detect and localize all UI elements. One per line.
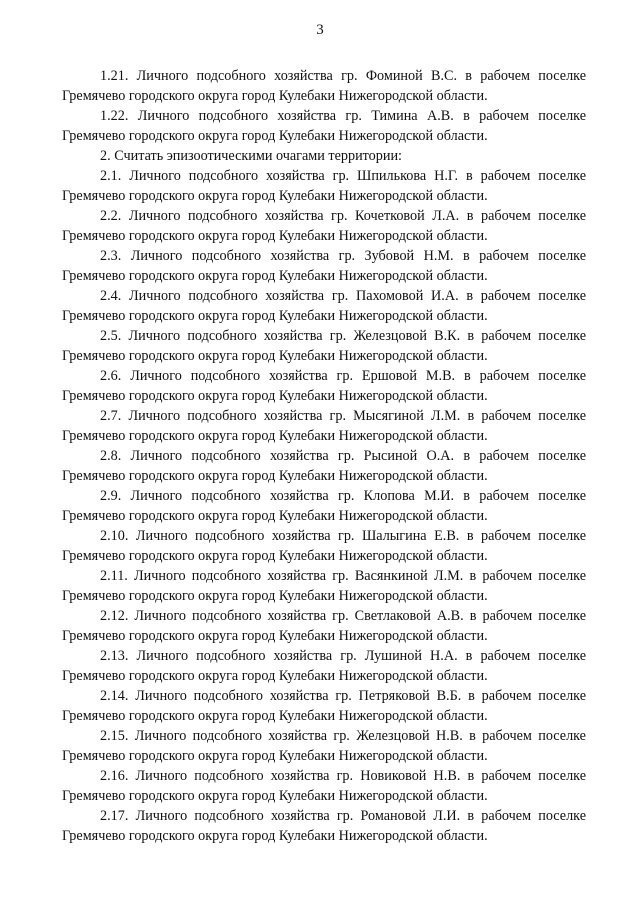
list-item-line-1: 2.7. Личного подсобного хозяйства гр. Мысягиной Л.М. в рабочем поселке — [100, 408, 586, 424]
page-number: 3 — [316, 22, 324, 38]
list-item-2-10 — [62, 526, 586, 566]
list-item-2-1 — [62, 166, 586, 206]
list-item-line-2: Гремячево городского округа город Кулебаки Нижегородской области. — [62, 428, 488, 444]
list-item-line-1: 2.9. Личного подсобного хозяйства гр. Клопова М.И. в рабочем поселке — [100, 488, 586, 504]
list-item-2-2 — [62, 206, 586, 246]
list-item-line-1: 1.21. Личного подсобного хозяйства гр. Фоминой В.С. в рабочем поселке — [100, 68, 586, 84]
list-item-1-21 — [62, 66, 586, 106]
list-item-line-1: 2.3. Личного подсобного хозяйства гр. Зубовой Н.М. в рабочем поселке — [100, 248, 586, 264]
list-item-2-14 — [62, 686, 586, 726]
list-item-line-1: 2.1. Личного подсобного хозяйства гр. Шпилькова Н.Г. в рабочем поселке — [100, 168, 586, 184]
list-item-line-2: Гремячево городского округа город Кулебаки Нижегородской области. — [62, 268, 488, 284]
list-item-2-5 — [62, 326, 586, 366]
list-item-line-2: Гремячево городского округа город Кулебаки Нижегородской области. — [62, 828, 488, 844]
list-item-line-2: Гремячево городского округа город Кулебаки Нижегородской области. — [62, 228, 488, 244]
list-item-line-2: Гремячево городского округа город Кулебаки Нижегородской области. — [62, 788, 488, 804]
list-item-line-1: 2.8. Личного подсобного хозяйства гр. Рысиной О.А. в рабочем поселке — [100, 448, 586, 464]
list-item-2-17 — [62, 806, 586, 846]
section-2-heading: 2. Считать эпизоотическими очагами территории: — [100, 148, 402, 164]
list-item-line-1: 2.4. Личного подсобного хозяйства гр. Пахомовой И.А. в рабочем поселке — [100, 288, 586, 304]
list-item-line-2: Гремячево городского округа город Кулебаки Нижегородской области. — [62, 468, 488, 484]
list-item-line-1: 2.14. Личного подсобного хозяйства гр. Петряковой В.Б. в рабочем поселке — [100, 688, 586, 704]
list-item-line-1: 2.15. Личного подсобного хозяйства гр. Железцовой Н.В. в рабочем поселке — [100, 728, 586, 744]
list-item-line-1: 2.10. Личного подсобного хозяйства гр. Шалыгина Е.В. в рабочем поселке — [100, 528, 586, 544]
list-item-line-2: Гремячево городского округа город Кулебаки Нижегородской области. — [62, 668, 488, 684]
list-item-2-13 — [62, 646, 586, 686]
list-item-line-2: Гремячево городского округа город Кулебаки Нижегородской области. — [62, 508, 488, 524]
list-item-2-3 — [62, 246, 586, 286]
list-item-line-2: Гремячево городского округа город Кулебаки Нижегородской области. — [62, 128, 488, 144]
list-item-line-2: Гремячево городского округа город Кулебаки Нижегородской области. — [62, 708, 488, 724]
list-item-line-2: Гремячево городского округа город Кулебаки Нижегородской области. — [62, 308, 488, 324]
list-item-line-2: Гремячево городского округа город Кулебаки Нижегородской области. — [62, 588, 488, 604]
list-item-2-9 — [62, 486, 586, 526]
list-item-line-2: Гремячево городского округа город Кулебаки Нижегородской области. — [62, 748, 488, 764]
list-item-line-1: 1.22. Личного подсобного хозяйства гр. Тимина А.В. в рабочем поселке — [100, 108, 586, 124]
list-item-1-22 — [62, 106, 586, 146]
list-item-line-1: 2.13. Личного подсобного хозяйства гр. Лушиной Н.А. в рабочем поселке — [100, 648, 586, 664]
list-item-2-6 — [62, 366, 586, 406]
list-item-line-1: 2.12. Личного подсобного хозяйства гр. Светлаковой А.В. в рабочем поселке — [100, 608, 586, 624]
list-item-line-2: Гремячево городского округа город Кулебаки Нижегородской области. — [62, 388, 488, 404]
list-item-line-1: 2.6. Личного подсобного хозяйства гр. Ершовой М.В. в рабочем поселке — [100, 368, 586, 384]
list-item-line-2: Гремячево городского округа город Кулебаки Нижегородской области. — [62, 628, 488, 644]
list-item-line-2: Гремячево городского округа город Кулебаки Нижегородской области. — [62, 88, 488, 104]
list-item-line-2: Гремячево городского округа город Кулебаки Нижегородской области. — [62, 348, 488, 364]
document-body — [62, 66, 586, 846]
list-item-line-1: 2.11. Личного подсобного хозяйства гр. Васянкиной Л.М. в рабочем поселке — [100, 568, 586, 584]
list-item-line-2: Гремячево городского округа город Кулебаки Нижегородской области. — [62, 188, 488, 204]
list-item-2-7 — [62, 406, 586, 446]
list-item-2-15 — [62, 726, 586, 766]
list-item-line-1: 2.5. Личного подсобного хозяйства гр. Железцовой В.К. в рабочем поселке — [100, 328, 586, 344]
list-item-line-1: 2.16. Личного подсобного хозяйства гр. Новиковой Н.В. в рабочем поселке — [100, 768, 586, 784]
list-item-line-2: Гремячево городского округа город Кулебаки Нижегородской области. — [62, 548, 488, 564]
list-item-line-1: 2.17. Личного подсобного хозяйства гр. Романовой Л.И. в рабочем поселке — [100, 808, 586, 824]
list-item-2-16 — [62, 766, 586, 806]
list-item-line-1: 2.2. Личного подсобного хозяйства гр. Кочетковой Л.А. в рабочем поселке — [100, 208, 586, 224]
list-item-2-4 — [62, 286, 586, 326]
list-item-2-8 — [62, 446, 586, 486]
list-item-2-11 — [62, 566, 586, 606]
list-item-2-12 — [62, 606, 586, 646]
